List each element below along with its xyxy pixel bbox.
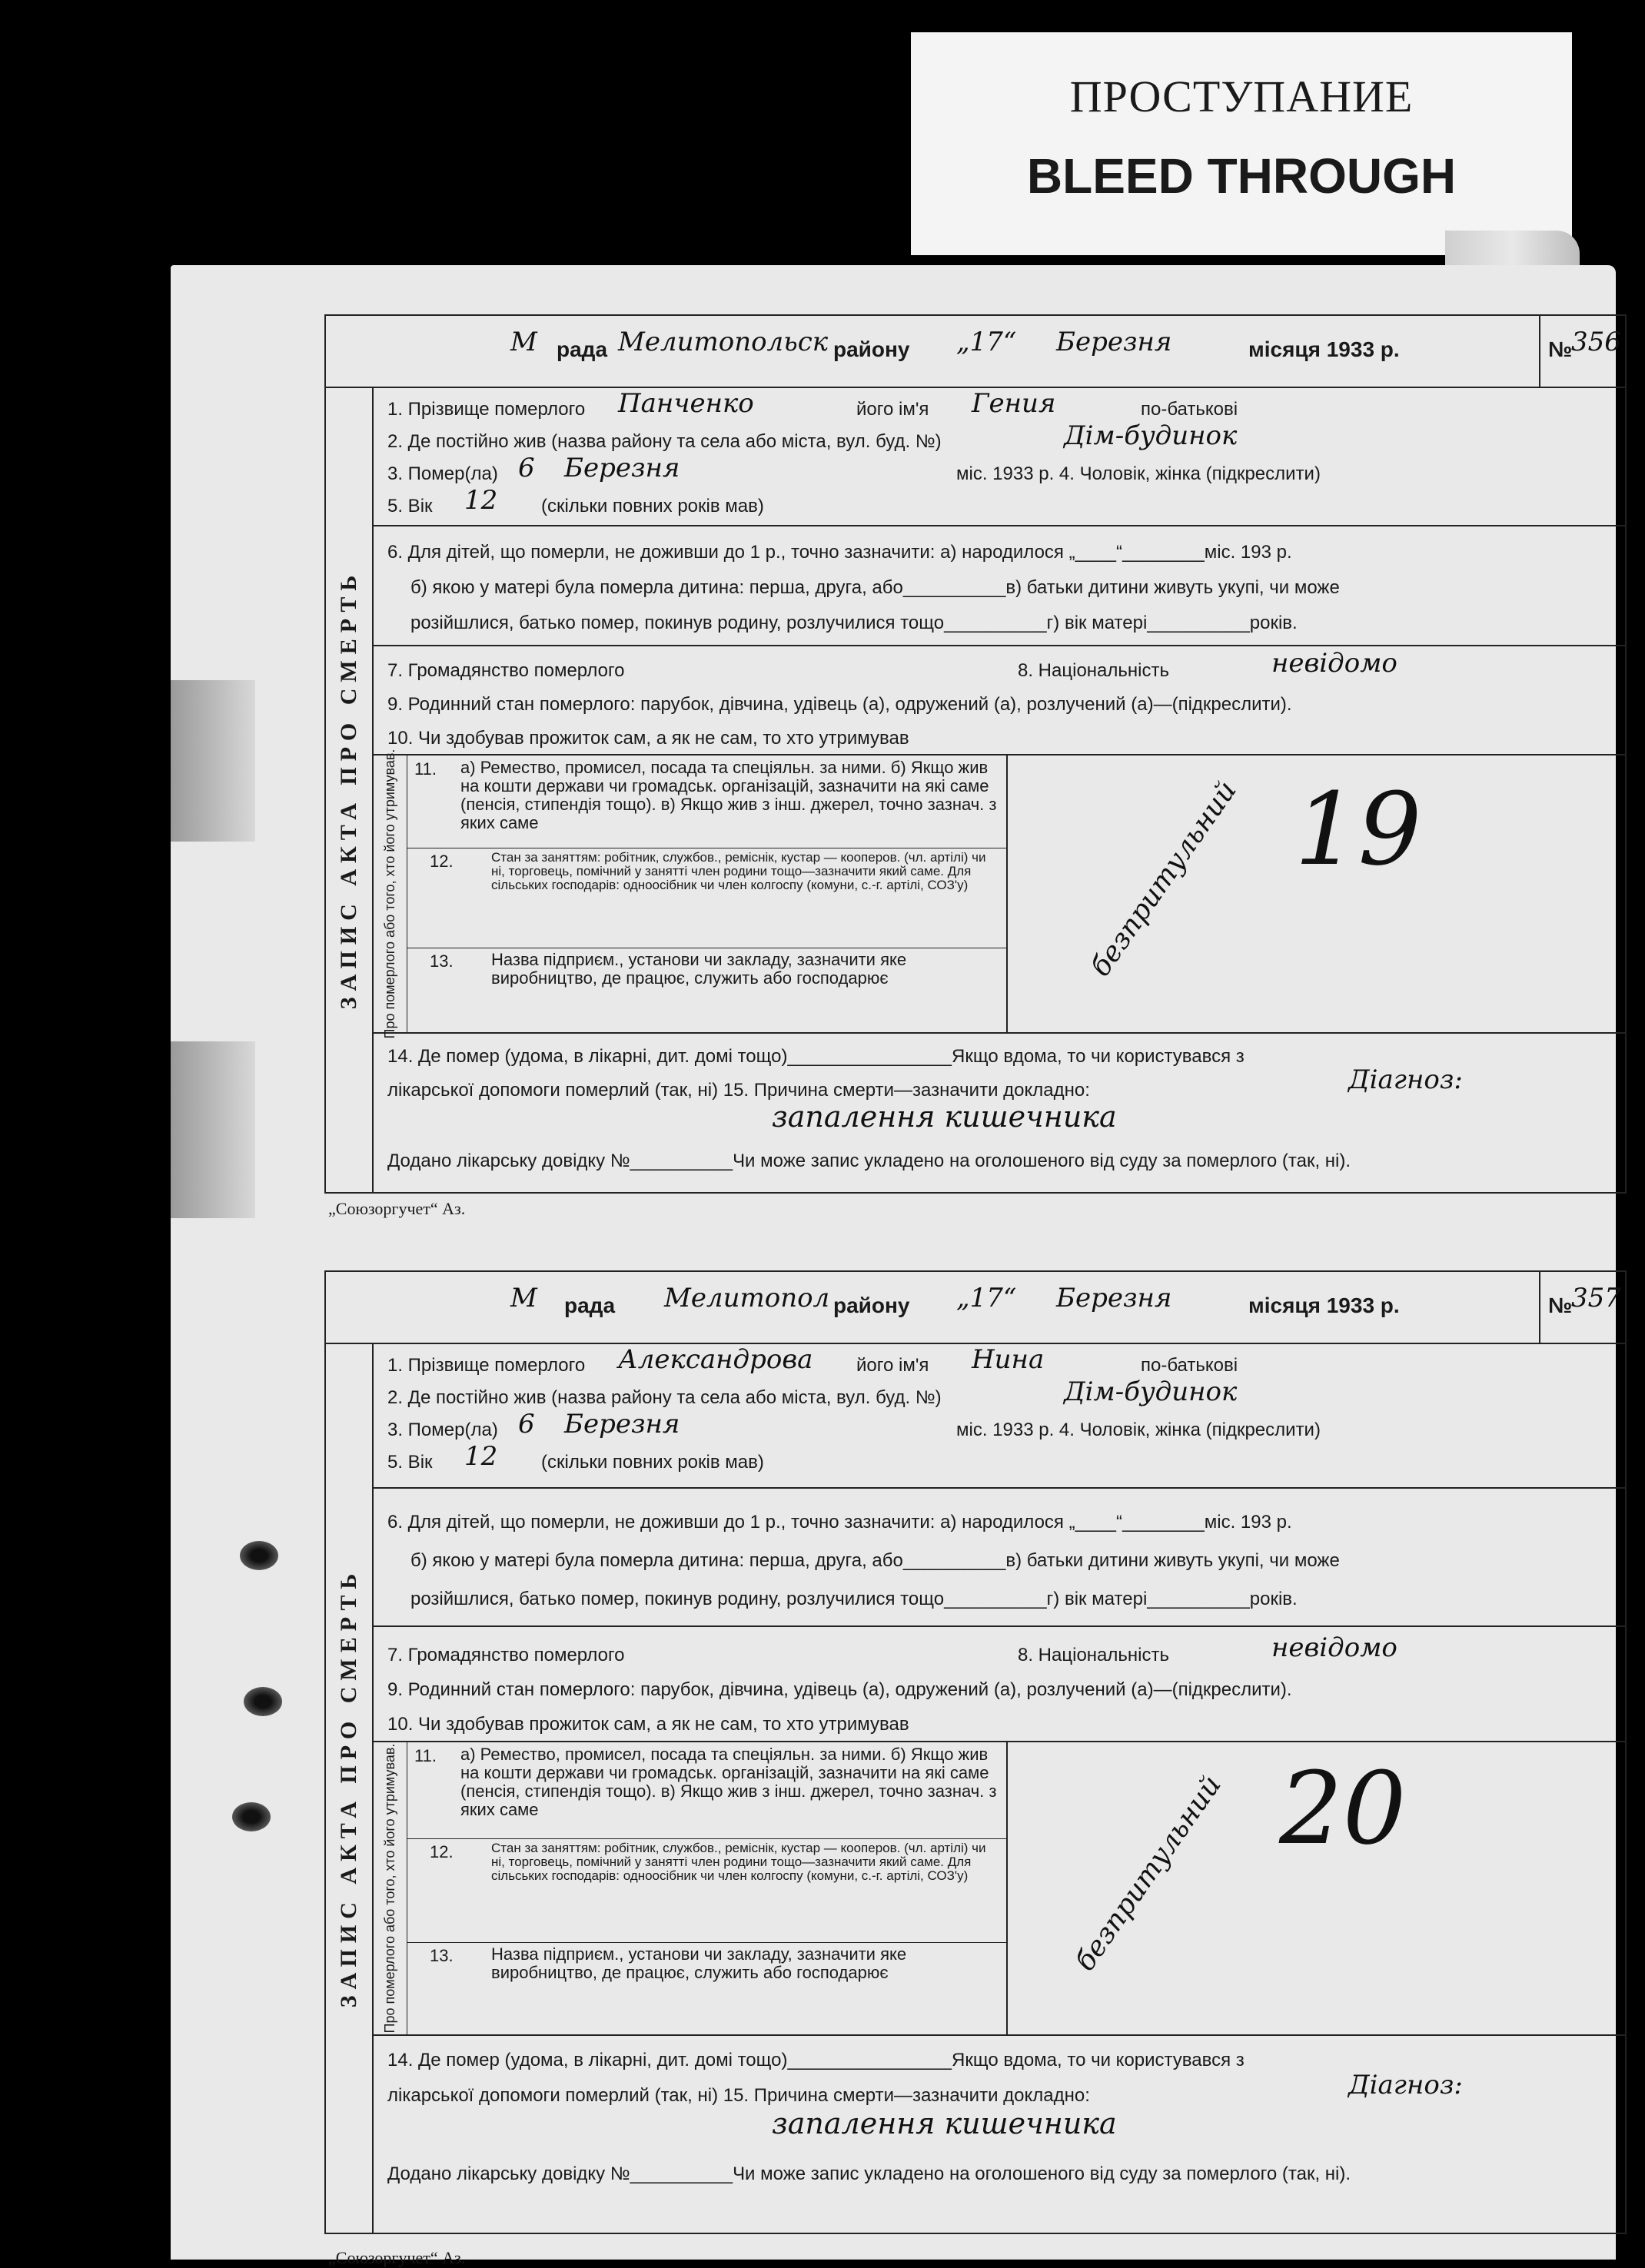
row-citizenship: 7. Громадянство померлого 8. Національність невідомо — [387, 648, 1397, 681]
row-residence: 2. Де постійно жив (назва району та села або міста, вул. буд. №) Дім-будинок — [387, 1376, 1238, 1408]
page-tear — [171, 680, 255, 842]
surname-handwritten: Александрова — [618, 1344, 813, 1375]
row-13: 13. Назва підприєм., установи чи закладу, зазначити яке виробництво, де працює, служить або господарює — [430, 1944, 907, 1982]
occupation-handwritten: безпритульний — [1069, 1769, 1228, 1977]
record-number-handwritten: 356 — [1571, 327, 1621, 357]
occupation-block: Про померлого або того, хто його утримував. 11. а) Ремество, промисел, посада та спеціяльн. за ними. б) Якщо жив на кошти держави чи громадськ. організацій, зазначити на які саме (пенсія, стипендія тощо). в) Якщо жив з інш. джерел, точно зазнач. з яких саме 12. Стан за заняттям: робітник, службов., реміснік, кустар — кооперов. (чл. артілі) чи ні, торговець, помічний у занятті член родини тощо—зазначити який саме. Для сільських господарів: одноосібник чи член колгоспу (комуни, с.-г. артілі, СОЗ'у) 13. Назва підприєм., установи чи закладу, зазначити яке виробництво, де працює, служить або господарює безпритульний 20 — [372, 1741, 1625, 2036]
month-year-label: місяця 1933 р. — [1248, 337, 1400, 361]
row-surname: 1. Прізвище померлого Александрова його ім'я Нина по-батькові — [387, 1344, 1238, 1376]
age-handwritten: 12 — [464, 485, 498, 516]
side-title: ЗАПИС АКТА ПРО СМЕРТЬ — [326, 387, 374, 1192]
nationality-handwritten: невідомо — [1271, 1632, 1397, 1663]
row-11: 11. а) Ремество, промисел, посада та спеціяльн. за ними. б) Якщо жив на кошти держави чи громадськ. організацій, зазначити на які саме (пенсія, стипендія тощо). в) Якщо жив з інш. джерел, точно зазнач. з яких саме — [407, 1742, 1006, 1839]
record-number-handwritten: 357 — [1571, 1283, 1621, 1313]
row-surname: 1. Прізвище померлого Панченко його ім'я Гения по-батькові — [387, 388, 1238, 420]
row-children-c: розійшлися, батько помер, покинув родину, розлучилися тощо__________г) вік матері__________років. — [410, 1589, 1298, 1609]
first-name-handwritten: Гения — [972, 388, 1056, 419]
row-citizenship: 7. Громадянство померлого 8. Національність невідомо — [387, 1632, 1397, 1665]
cause-handwritten: запалення кишечника — [772, 2107, 1117, 2140]
number-label: № — [1548, 337, 1573, 361]
first-name-handwritten: Нина — [972, 1344, 1045, 1375]
binding-hole — [240, 1541, 278, 1570]
day-handwritten: „17“ — [956, 1283, 1017, 1313]
row-death-date: 3. Помер(ла) 6 Березня міс. 1933 р. 4. Чоловік, жінка (підкреслити) — [387, 453, 1321, 484]
form-2-footer: „Союзоргучет“ Аз. — [328, 2248, 466, 2267]
diagnosis-handwritten: Діагноз: — [1348, 2070, 1463, 2100]
death-day-handwritten: 6 — [518, 453, 535, 483]
side-title: ЗАПИС АКТА ПРО СМЕРТЬ — [326, 1343, 374, 2233]
row-place-of-death: 14. Де помер (удома, в лікарні, дит. домі тощо)________________Якщо вдома, то чи користувався з — [387, 1046, 1245, 1067]
row-death-date: 3. Помер(ла) 6 Березня міс. 1933 р. 4. Чоловік, жінка (підкреслити) — [387, 1409, 1321, 1440]
label-english: BLEED THROUGH — [1026, 148, 1457, 204]
record-number-box — [1539, 1272, 1625, 1343]
row-children-a: 6. Для дітей, що померли, не доживши до 1 р., точно зазначити: а) народилося „____“________міс. 193 р. — [387, 542, 1292, 563]
row-11: 11. а) Ремество, промисел, посада та спеціяльн. за ними. б) Якщо жив на кошти держави чи громадськ. організацій, зазначити на які саме (пенсія, стипендія тощо). в) Якщо жив з інш. джерел, точно зазнач. з яких саме — [407, 755, 1006, 848]
age-handwritten: 12 — [464, 1441, 498, 1472]
header-prefix: М — [510, 327, 537, 357]
row-12: 12. Стан за заняттям: робітник, службов., реміснік, кустар — кооперов. (чл. артілі) чи ні, торговець, помічний у занятті член родини тощо—зазначити який саме. Для сільських господарів: одноосібник чи член колгоспу (комуни, с.-г. артілі, СОЗ'у) — [407, 1838, 1006, 1943]
form-header — [326, 1272, 1625, 1344]
cause-handwritten: запалення кишечника — [772, 1100, 1117, 1134]
row-support: 10. Чи здобував прожиток сам, а як не сам, то хто утримував — [387, 728, 909, 749]
form-header — [326, 316, 1625, 388]
header-prefix: М — [510, 1283, 537, 1313]
large-handwritten-number: 19 — [1294, 771, 1422, 888]
occupation-block: Про померлого або того, хто його утримував. 11. а) Ремество, промисел, посада та спеціяльн. за ними. б) Якщо жив на кошти держави чи громадськ. організацій, зазначити на які саме (пенсія, стипендія тощо). в) Якщо жив з інш. джерел, точно зазнач. з яких саме 12. Стан за заняттям: робітник, службов., реміснік, кустар — кооперов. (чл. артілі) чи ні, торговець, помічний у занятті член родини тощо—зазначити який саме. Для сільських господарів: одноосібник чи член колгоспу (комуни, с.-г. артілі, СОЗ'у) 13. Назва підприєм., установи чи закладу, зазначити яке виробництво, де працює, служить або господарює безпритульний 19 — [372, 754, 1625, 1034]
row-children-b: б) якою у матері була померла дитина: перша, друга, або__________в) батьки дитини живуть укупі, чи може — [410, 577, 1340, 598]
document-page — [171, 265, 1621, 2267]
rayon-label: району — [833, 1293, 910, 1317]
month-year-label: місяця 1933 р. — [1248, 1293, 1400, 1317]
row-support: 10. Чи здобував прожиток сам, а як не сам, то хто утримував — [387, 1714, 909, 1735]
rada-handwritten: Мелитопол — [664, 1283, 830, 1313]
binding-hole — [232, 1802, 271, 1831]
occupation-handwritten: безпритульний — [1085, 775, 1243, 983]
residence-handwritten: Дім-будинок — [1064, 1376, 1238, 1407]
record-number-box — [1539, 316, 1625, 387]
rada-label: рада — [564, 1293, 616, 1317]
form-1-footer: „Союзоргучет“ Аз. — [328, 1199, 466, 1218]
residence-handwritten: Дім-будинок — [1064, 420, 1238, 451]
death-record-form-2 — [324, 1270, 1627, 2234]
death-month-handwritten: Березня — [564, 1409, 680, 1439]
large-handwritten-number: 20 — [1279, 1750, 1407, 1867]
row-cause-of-death: лікарської допомоги померлий (так, ні) 15. Причина смерти—зазначити докладно: Діагноз: — [387, 1064, 1463, 1101]
row-13: 13. Назва підприєм., установи чи закладу, зазначити яке виробництво, де працює, служить або господарює — [430, 950, 907, 988]
row-cause-of-death: лікарської допомоги померлий (так, ні) 15. Причина смерти—зазначити докладно: Діагноз: — [387, 2070, 1463, 2106]
row-age: 5. Вік 12 (скільки повних років мав) — [387, 1441, 764, 1473]
row-children-a: 6. Для дітей, що померли, не доживши до 1 р., точно зазначити: а) народилося „____“________міс. 193 р. — [387, 1512, 1292, 1532]
month-handwritten: Березня — [1056, 327, 1172, 357]
surname-handwritten: Панченко — [618, 388, 754, 419]
rayon-label: району — [833, 337, 910, 361]
row-children-b: б) якою у матері була померла дитина: перша, друга, або__________в) батьки дитини живуть укупі, чи може — [410, 1550, 1340, 1571]
row-medical-certificate: Додано лікарську довідку №__________Чи може запис укладено на оголошеного від суду за померлого (так, ні). — [387, 2163, 1351, 2184]
row-children-c: розійшлися, батько помер, покинув родину, розлучилися тощо__________г) вік матері__________років. — [410, 613, 1298, 633]
rada-label: рада — [557, 337, 608, 361]
nationality-handwritten: невідомо — [1271, 648, 1397, 679]
bleed-through-label-card — [911, 32, 1572, 255]
day-handwritten: „17“ — [956, 327, 1017, 357]
rada-handwritten: Мелитопольск — [618, 327, 829, 357]
row-age: 5. Вік 12 (скільки повних років мав) — [387, 485, 764, 516]
page-tear — [171, 1041, 255, 1218]
death-month-handwritten: Березня — [564, 453, 680, 483]
diagnosis-handwritten: Діагноз: — [1348, 1064, 1463, 1095]
death-record-form-1 — [324, 314, 1627, 1194]
row-place-of-death: 14. Де помер (удома, в лікарні, дит. домі тощо)________________Якщо вдома, то чи користувався з — [387, 2050, 1245, 2070]
row-12: 12. Стан за заняттям: робітник, службов., реміснік, кустар — кооперов. (чл. артілі) чи ні, торговець, помічний у занятті член родини тощо—зазначити який саме. Для сільських господарів: одноосібник чи член колгоспу (комуни, с.-г. артілі, СОЗ'у) — [407, 848, 1006, 948]
binding-hole — [244, 1687, 282, 1716]
month-handwritten: Березня — [1056, 1283, 1172, 1313]
death-day-handwritten: 6 — [518, 1409, 535, 1439]
row-residence: 2. Де постійно жив (назва району та села або міста, вул. буд. №) Дім-будинок — [387, 420, 1238, 452]
number-label: № — [1548, 1293, 1573, 1317]
row-marital-status: 9. Родинний стан померлого: парубок, дівчина, удівець (а), одружений (а), розлучений (а)—(підкреслити). — [387, 1679, 1292, 1700]
label-russian: ПРОСТУПАНИЕ — [1069, 71, 1414, 121]
row-marital-status: 9. Родинний стан померлого: парубок, дівчина, удівець (а), одружений (а), розлучений (а)—(підкреслити). — [387, 694, 1292, 715]
row-medical-certificate: Додано лікарську довідку №__________Чи може запис укладено на оголошеного від суду за померлого (так, ні). — [387, 1151, 1351, 1171]
